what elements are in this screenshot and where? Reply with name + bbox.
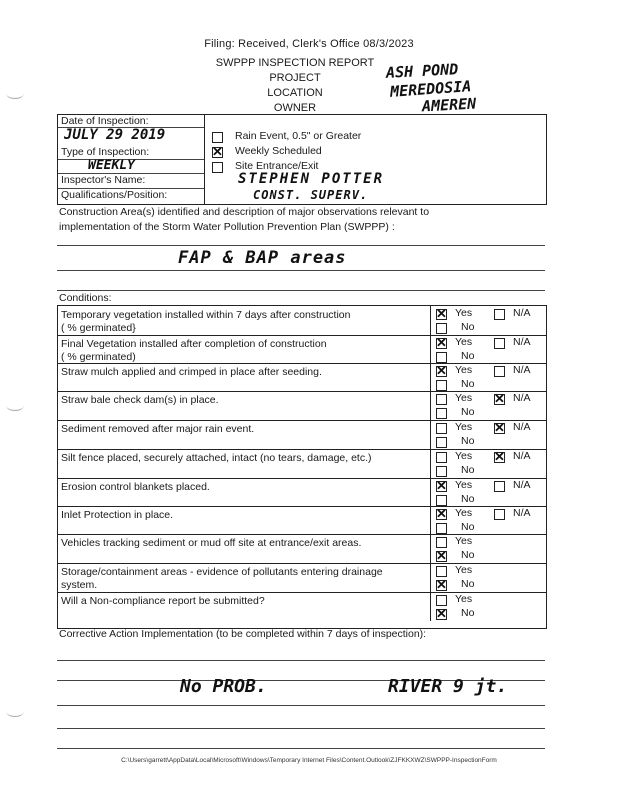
- no-label: No: [461, 435, 475, 447]
- no-label: No: [461, 549, 475, 561]
- no-label: No: [461, 406, 475, 418]
- yes-checkbox[interactable]: [436, 481, 447, 492]
- yes-checkbox[interactable]: [436, 338, 447, 349]
- condition-row: [58, 478, 546, 507]
- condition-row: [58, 449, 546, 479]
- condition-row: [58, 306, 546, 336]
- filing-stamp: Filing: Received, Clerk's Office 08/3/2023: [204, 38, 414, 50]
- condition-row: [58, 391, 546, 421]
- qualifications-label: Qualifications/Position:: [61, 189, 168, 201]
- no-checkbox[interactable]: [436, 551, 447, 562]
- condition-text-line2: ( % germinated}: [61, 322, 136, 334]
- column-divider: [430, 306, 431, 621]
- condition-row: [58, 592, 546, 621]
- signature: RIVER 9 jt.: [388, 676, 508, 697]
- na-checkbox[interactable]: [494, 394, 505, 405]
- no-label: No: [461, 578, 475, 590]
- rain-event-checkbox[interactable]: [212, 132, 223, 143]
- condition-text: Final Vegetation installed after completion of construction: [61, 338, 327, 350]
- yes-checkbox[interactable]: [436, 366, 447, 377]
- na-label: N/A: [513, 392, 531, 404]
- na-checkbox[interactable]: [494, 309, 505, 320]
- no-label: No: [461, 350, 475, 362]
- yes-label: Yes: [455, 479, 473, 491]
- inspection-info-table: [57, 114, 547, 205]
- condition-row: [58, 534, 546, 564]
- na-label: N/A: [513, 507, 531, 519]
- condition-text: Storage/containment areas - evidence of pollutants entering drainage: [61, 566, 383, 578]
- no-checkbox[interactable]: [436, 580, 447, 591]
- yes-label: Yes: [455, 507, 473, 519]
- yes-label: Yes: [455, 450, 473, 462]
- no-checkbox[interactable]: [436, 408, 447, 419]
- handwritten-project: ASH POND: [385, 60, 459, 82]
- yes-label: Yes: [455, 593, 473, 605]
- handwritten-owner: AMEREN: [421, 94, 477, 116]
- condition-text: Straw bale check dam(s) in place.: [61, 394, 219, 406]
- condition-text-line2: system.: [61, 579, 98, 591]
- handwritten-location: MEREDOSIA: [389, 77, 472, 101]
- condition-text-line2: ( % germinated): [61, 351, 136, 363]
- condition-text: Vehicles tracking sediment or mud off site at entrance/exit areas.: [61, 537, 362, 549]
- header-owner: OWNER: [273, 102, 317, 114]
- no-label: No: [461, 493, 475, 505]
- qualifications-value: CONST. SUPERV.: [253, 188, 369, 202]
- condition-text: Straw mulch applied and crimped in place after seeding.: [61, 366, 322, 378]
- condition-row: [58, 506, 546, 535]
- header-location: LOCATION: [267, 87, 323, 99]
- weekly-scheduled-checkbox[interactable]: [212, 147, 223, 158]
- condition-text: Will a Non-compliance report be submitted?: [61, 595, 265, 607]
- na-checkbox[interactable]: [494, 366, 505, 377]
- condition-text: Sediment removed after major rain event.: [61, 423, 255, 435]
- inspector-value: STEPHEN POTTER: [238, 171, 385, 187]
- no-checkbox[interactable]: [436, 466, 447, 477]
- condition-text: Inlet Protection in place.: [61, 509, 174, 521]
- na-checkbox[interactable]: [494, 338, 505, 349]
- no-checkbox[interactable]: [436, 495, 447, 506]
- yes-checkbox[interactable]: [436, 309, 447, 320]
- date-label: Date of Inspection:: [61, 115, 149, 127]
- no-label: No: [461, 321, 475, 333]
- condition-row: [58, 335, 546, 364]
- yes-label: Yes: [455, 307, 473, 319]
- no-label: No: [461, 378, 475, 390]
- punch-mark: [6, 88, 24, 99]
- conditions-table: [57, 305, 547, 629]
- weekly-scheduled-label: Weekly Scheduled: [235, 145, 322, 157]
- corrective-action-label: Corrective Action Implementation (to be completed within 7 days of inspection):: [59, 628, 427, 640]
- construction-area-value: FAP & BAP areas: [178, 248, 347, 268]
- na-checkbox[interactable]: [494, 452, 505, 463]
- yes-checkbox[interactable]: [436, 394, 447, 405]
- yes-checkbox[interactable]: [436, 423, 447, 434]
- site-entrance-label: Site Entrance/Exit: [235, 160, 319, 172]
- condition-text: Temporary vegetation installed within 7 days after construction: [61, 309, 351, 321]
- na-label: N/A: [513, 450, 531, 462]
- na-label: N/A: [513, 479, 531, 491]
- conditions-label: Conditions:: [59, 292, 112, 304]
- yes-checkbox[interactable]: [436, 595, 447, 606]
- no-label: No: [461, 521, 475, 533]
- no-checkbox[interactable]: [436, 437, 447, 448]
- date-value: JULY 29 2019: [64, 127, 166, 143]
- no-label: No: [461, 464, 475, 476]
- yes-label: Yes: [455, 535, 473, 547]
- no-checkbox[interactable]: [436, 609, 447, 620]
- yes-checkbox[interactable]: [436, 452, 447, 463]
- na-label: N/A: [513, 336, 531, 348]
- na-label: N/A: [513, 307, 531, 319]
- punch-mark: [6, 400, 24, 411]
- na-checkbox[interactable]: [494, 509, 505, 520]
- footer-file-path: C:\Users\garrett\AppData\Local\Microsoft\Windows\Temporary Internet Files\Content.Outlook\ZJFKKXWZ\SWPPP-InspectionForm: [121, 757, 497, 764]
- inspector-label: Inspector's Name:: [61, 174, 146, 186]
- yes-label: Yes: [455, 364, 473, 376]
- yes-label: Yes: [455, 392, 473, 404]
- site-entrance-checkbox[interactable]: [212, 162, 223, 173]
- na-label: N/A: [513, 421, 531, 433]
- no-checkbox[interactable]: [436, 352, 447, 363]
- condition-text: Silt fence placed, securely attached, intact (no tears, damage, etc.): [61, 452, 372, 464]
- no-checkbox[interactable]: [436, 523, 447, 534]
- yes-checkbox[interactable]: [436, 566, 447, 577]
- yes-label: Yes: [455, 421, 473, 433]
- na-checkbox[interactable]: [494, 481, 505, 492]
- yes-label: Yes: [455, 564, 473, 576]
- condition-text: Erosion control blankets placed.: [61, 481, 210, 493]
- no-label: No: [461, 607, 475, 619]
- corrective-action-value: No PROB.: [180, 676, 267, 697]
- condition-row: [58, 420, 546, 450]
- construction-area-label: Construction Area(s) identified and description of major observations relevant to implementation of the Storm Water Pollution Prevention Plan (SWPPP) :: [59, 206, 430, 233]
- header-project: PROJECT: [269, 72, 321, 84]
- na-checkbox[interactable]: [494, 423, 505, 434]
- rain-event-label: Rain Event, 0.5" or Greater: [235, 130, 362, 142]
- yes-label: Yes: [455, 336, 473, 348]
- condition-row: [58, 563, 546, 593]
- no-checkbox[interactable]: [436, 323, 447, 334]
- na-label: N/A: [513, 364, 531, 376]
- type-value: WEEKLY: [88, 158, 135, 173]
- yes-checkbox[interactable]: [436, 537, 447, 548]
- report-title: SWPPP INSPECTION REPORT: [215, 57, 375, 69]
- type-label: Type of Inspection:: [61, 146, 150, 158]
- no-checkbox[interactable]: [436, 380, 447, 391]
- condition-row: [58, 363, 546, 392]
- yes-checkbox[interactable]: [436, 509, 447, 520]
- punch-mark: [6, 706, 24, 717]
